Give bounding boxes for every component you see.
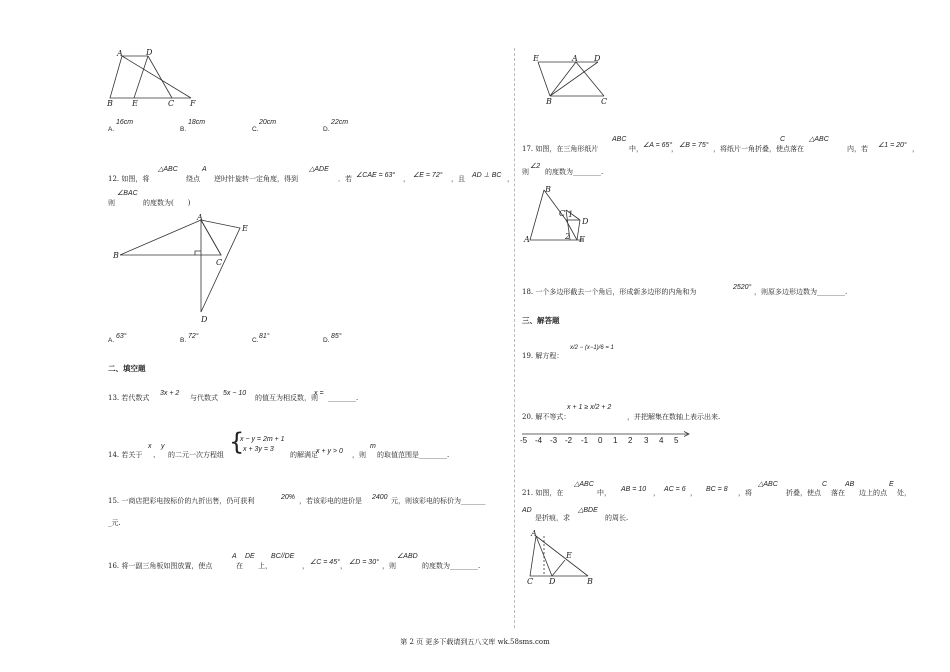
q14-text-1: 14. 若关于	[108, 451, 143, 459]
q12-text-9: 的度数为( )	[143, 199, 191, 207]
q12-label-d: D	[201, 315, 208, 324]
q15-text-3: 元，则该彩电的标价为_______	[391, 497, 486, 505]
q20-tick: -1	[581, 436, 589, 445]
q20-tick: 2	[628, 436, 633, 445]
q16-text-1: 16. 将一副三角板如图放置，使点	[108, 562, 213, 570]
q11-option-c-letter: C.	[252, 126, 259, 133]
q12-math-bac: ∠BAC	[117, 190, 138, 197]
q14-text-3: 的二元一次方程组	[168, 451, 224, 459]
q17-text-8: 则	[522, 168, 529, 176]
q16-label-c: C	[601, 97, 608, 106]
q21-text-4: ，	[690, 489, 697, 497]
q12-label-c: C	[216, 258, 223, 267]
q12-option-b-value: 72°	[188, 333, 199, 340]
q17-math-a: ∠A = 65°	[643, 142, 673, 149]
q16-text-3: 上，	[258, 562, 272, 570]
q17-math-1: ∠1 = 20°	[878, 142, 907, 149]
q11-option-d-letter: D.	[323, 126, 330, 133]
q20-tick: 5	[674, 436, 679, 445]
q12-text-5: ，	[403, 175, 410, 183]
q20-tick: 4	[659, 436, 664, 445]
q20-text-2: ，并把解集在数轴上表示出来.	[627, 413, 721, 421]
q16-figure	[528, 52, 618, 107]
q14-math-cond: x + y > 0	[316, 448, 343, 455]
q12-math-ade: △ADE	[309, 166, 329, 173]
q11-label-b: B	[107, 99, 113, 108]
q17-label-2: 2	[565, 232, 571, 241]
q15-text-1: 15. 一商店把彩电按标价的九折出售，仍可获利	[108, 497, 255, 505]
q13-math-3: x =	[314, 390, 324, 397]
q11-option-a-letter: A.	[108, 126, 115, 133]
q11-option-a-value: 16cm	[116, 119, 134, 126]
q16-math-a: A	[232, 553, 237, 560]
section-fill-in-heading: 二、填空题	[108, 364, 146, 373]
q21-figure	[522, 528, 602, 588]
q13-math-1: 3x + 2	[160, 390, 180, 397]
q12-text-7: ，	[507, 175, 514, 183]
q17-text-9: 的度数为________.	[545, 168, 604, 176]
q15-text-4: _元.	[108, 519, 121, 527]
q16-text-4: ，	[302, 562, 309, 570]
q20-tick: -3	[550, 436, 558, 445]
q14-text-4: 的解满足	[290, 451, 318, 459]
q16-text-7: 的度数为________.	[422, 562, 481, 570]
q21-text-5: ，将	[738, 489, 752, 497]
q21-text-11: 的周长.	[605, 514, 629, 522]
q11-option-c-value: 20cm	[259, 119, 277, 126]
q17-math-tri: △ABC	[809, 136, 829, 143]
q21-text-1: 21. 如图，在	[522, 489, 564, 497]
q17-text-2: 中，	[629, 145, 643, 153]
q18-math-1: 2520°	[733, 284, 752, 291]
q20-tick: 1	[613, 436, 618, 445]
q12-text-4: ．若	[338, 175, 352, 183]
q21-label-a: A	[531, 529, 537, 538]
q12-label-b: B	[113, 251, 119, 260]
q15-math-1: 20%	[281, 494, 296, 501]
q11-label-e: E	[132, 99, 138, 108]
q11-label-d: D	[146, 48, 153, 57]
q21-text-8: 边上的点	[859, 489, 887, 497]
q12-math-cae: ∠CAE = 63°	[356, 172, 396, 179]
q21-label-c: C	[527, 577, 534, 586]
q12-option-a-value: 63°	[116, 333, 127, 340]
q12-label-a: A	[197, 213, 203, 222]
q15-math-2: 2400	[372, 494, 388, 501]
q17-math-2: ∠2	[530, 163, 541, 170]
q12-option-a-letter: A.	[108, 337, 115, 344]
q20-tick: -5	[520, 436, 528, 445]
q19-equation: x/2 − (x−1)/6 = 1	[570, 345, 614, 351]
q12-text-3: 逆时针旋转一定角度，得到	[214, 175, 298, 183]
q21-math-bde: △BDE	[578, 507, 598, 514]
q21-text-2: 中，	[597, 489, 611, 497]
q21-math-bc: BC = 8	[706, 486, 728, 493]
q11-option-b-letter: B.	[180, 126, 187, 133]
q11-label-c: C	[168, 99, 175, 108]
q19-text-1: 19. 解方程：	[522, 352, 564, 360]
q21-math-ac: AC = 6	[664, 486, 686, 493]
q21-text-9: 处，	[897, 489, 911, 497]
q14-math-y: y	[161, 443, 165, 450]
section-answer-heading: 三、解答题	[522, 316, 560, 325]
q12-math-abc: △ABC	[158, 166, 178, 173]
q21-text-6: 折叠，使点	[786, 489, 821, 497]
q16-text-2: 在	[236, 562, 243, 570]
q21-math-ab: AB = 10	[621, 486, 647, 493]
q16-math-de: DE	[245, 553, 255, 560]
q12-option-d-value: 85°	[331, 333, 342, 340]
q17-text-1: 17. 如图，在三角形纸片	[522, 145, 599, 153]
q21-label-e: E	[566, 551, 572, 560]
q20-inequality: x + 1 ≥ x/2 + 2	[567, 404, 612, 411]
q17-label-d: D	[582, 217, 589, 226]
q21-math-ad: AD	[522, 507, 532, 514]
q12-option-c-value: 81°	[259, 333, 270, 340]
q12-text-1: 12. 如图，将	[108, 175, 150, 183]
q17-text-5: 落在	[790, 145, 804, 153]
q12-math-a: A	[202, 166, 207, 173]
q16-math-c: ∠C = 45°	[310, 559, 340, 566]
q11-figure	[105, 48, 205, 108]
q16-math-d: ∠D = 30°	[349, 559, 379, 566]
q21-text-10: 是折痕，求	[535, 514, 570, 522]
q21-math-tri: △ABC	[758, 481, 778, 488]
q17-math-c: C	[780, 136, 786, 143]
q16-label-e: E	[533, 54, 539, 63]
q12-figure	[110, 212, 260, 327]
q14-system-eq2: x + 3y = 3	[243, 446, 274, 453]
q12-option-b-letter: B.	[180, 337, 187, 344]
q20-tick: -4	[535, 436, 543, 445]
q12-math-ad-bc: AD ⊥ BC	[472, 172, 502, 179]
q13-text-3: 的值互为相反数，则	[255, 394, 318, 402]
q17-math-abc: ABC	[612, 136, 627, 143]
q17-label-c: C	[559, 209, 566, 218]
q17-label-a: A	[524, 235, 530, 244]
q12-text-6: ，且	[451, 175, 465, 183]
q21-label-d: D	[549, 577, 556, 586]
q15-text-2: ，若该彩电的进价是	[299, 497, 362, 505]
q20-tick: 0	[598, 436, 603, 445]
q16-label-d: D	[594, 54, 601, 63]
q18-text-1: 18. 一个多边形截去一个角后，形成新多边形的内角和为	[522, 288, 697, 296]
q12-text-8: 则	[108, 199, 115, 207]
q13-text-1: 13. 若代数式	[108, 394, 150, 402]
q20-text-1: 20. 解不等式：	[522, 413, 571, 421]
q16-label-b: B	[546, 97, 552, 106]
q12-option-c-letter: C.	[252, 337, 259, 344]
q14-text-2: 、	[153, 451, 160, 459]
q21-label-b: B	[587, 577, 593, 586]
q16-label-a: A	[572, 54, 578, 63]
q12-option-d-letter: D.	[323, 337, 330, 344]
q11-option-b-value: 18cm	[188, 119, 206, 126]
page-footer: 第 2 页 更多下载请到五八文库 wk.58sms.com	[400, 638, 550, 646]
q17-text-6: 内，若	[847, 145, 868, 153]
q17-label-b: B	[545, 185, 551, 194]
q11-label-f: F	[190, 99, 196, 108]
q21-text-7: 落在	[831, 489, 845, 497]
q20-tick-labels	[520, 436, 690, 446]
q16-math-abd: ∠ABD	[397, 553, 418, 560]
q20-tick: -2	[565, 436, 573, 445]
q14-math-m: m	[370, 443, 376, 450]
q17-label-e: E	[579, 235, 585, 244]
q12-label-e: E	[242, 224, 248, 233]
q11-figure-lines	[110, 56, 191, 98]
q14-text-6: 的取值范围是________.	[377, 451, 450, 459]
q14-math-x: x	[148, 443, 152, 450]
q17-math-b: ∠B = 75°	[679, 142, 709, 149]
q16-text-6: ，则	[382, 562, 396, 570]
q21-math-c: C	[822, 481, 828, 488]
q17-text-3: ，	[671, 145, 678, 153]
q14-text-5: ，则	[352, 451, 366, 459]
q20-tick: 3	[644, 436, 649, 445]
q11-label-a: A	[117, 49, 123, 58]
q21-math-ab2: AB	[845, 481, 855, 488]
q13-blank: ________.	[328, 394, 359, 402]
q12-text-2: 绕点	[186, 175, 200, 183]
q21-text-3: ，	[653, 489, 660, 497]
q17-figure	[522, 182, 612, 247]
q21-math-e: E	[889, 481, 894, 488]
q14-brace: {	[229, 428, 245, 456]
q11-option-d-value: 22cm	[331, 119, 349, 126]
q18-text-2: ，则原多边形边数为________.	[754, 288, 848, 296]
q14-system-eq1: x − y = 2m + 1	[240, 436, 285, 443]
q17-label-1: 1	[568, 210, 574, 219]
q17-text-4: ，将纸片一角折叠，使点	[713, 145, 790, 153]
q16-math-bcde: BC//DE	[271, 553, 295, 560]
q21-math-abc: △ABC	[574, 481, 594, 488]
q13-text-2: 与代数式	[190, 394, 218, 402]
q12-math-e: ∠E = 72°	[413, 172, 443, 179]
column-divider	[514, 48, 515, 628]
q13-math-2: 5x − 10	[223, 390, 247, 397]
q17-text-7: ，	[912, 145, 919, 153]
q16-text-5: ，	[340, 562, 347, 570]
